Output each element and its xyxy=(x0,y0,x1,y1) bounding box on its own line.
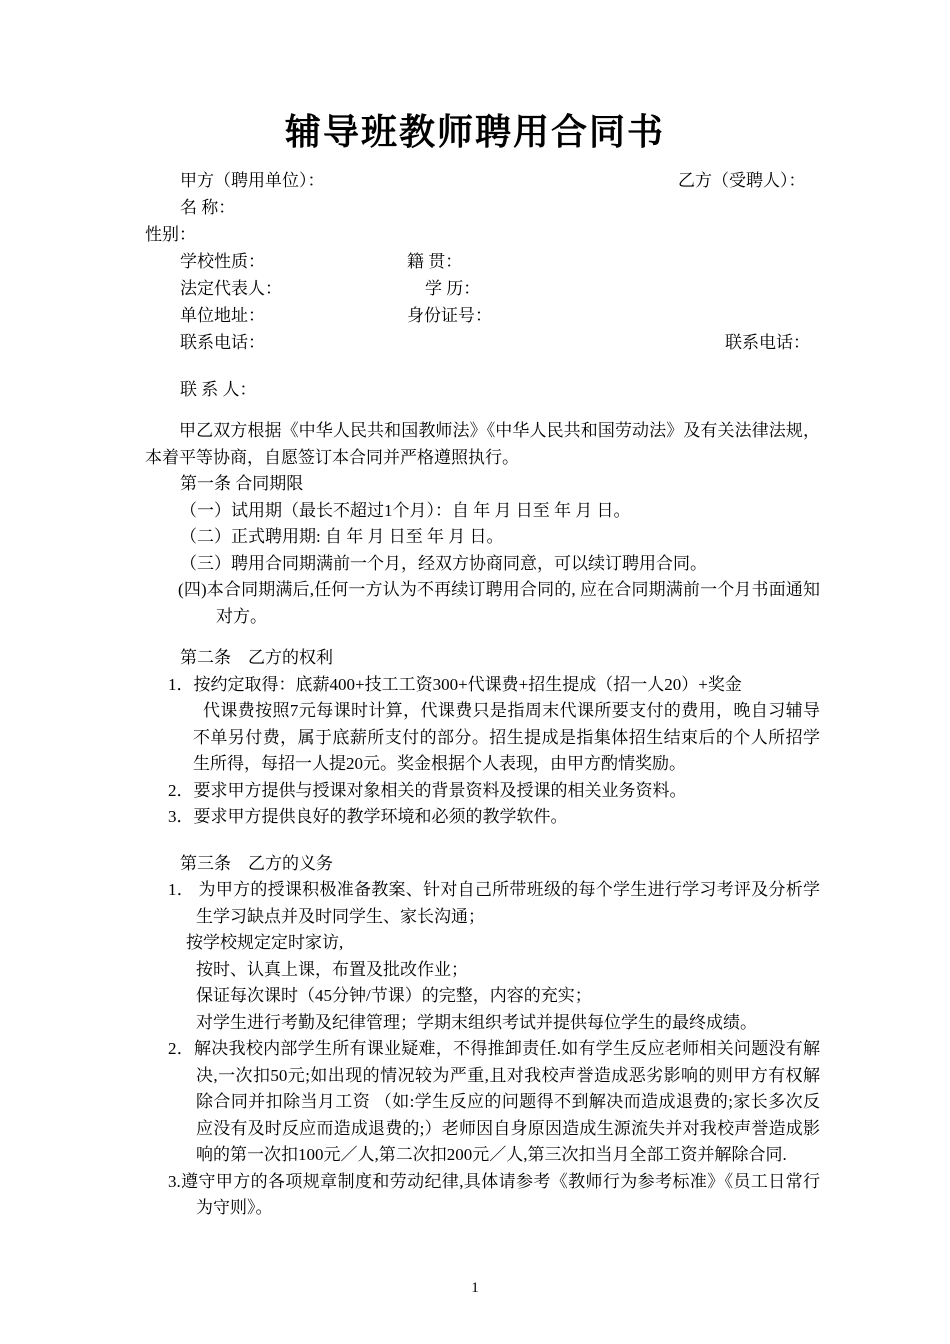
article2-item3: 3．要求甲方提供良好的教学环境和必须的教学软件。 xyxy=(168,807,568,826)
name-label: 名 称： xyxy=(180,198,236,217)
legal-representative-label: 法定代表人： xyxy=(180,279,282,298)
article3-item1: 1． 为甲方的授课积极准备教案、针对自己所带班级的每个学生进行学习考评及分析学生学习缺点并及时同学生、家长沟通； xyxy=(168,880,820,926)
preamble-paragraph: 甲乙双方根据《中华人民共和国教师法》《中华人民共和国劳动法》及有关法律法规，本着平等协商，自愿签订本合同并严格遵照执行。 xyxy=(145,421,820,467)
article2-item1: 1．按约定取得：底薪400+技工工资300+代课费+招生提成（招一人20）+奖金 xyxy=(168,674,742,694)
row-contact-person xyxy=(145,377,820,404)
id-number-label: 身份证号： xyxy=(407,306,492,325)
article3-item3: 3.遵守甲方的各项规章制度和劳动纪律,具体请参考《教师行为参考标准》《员工日常行为守则》。 xyxy=(168,1171,820,1217)
row-school-type xyxy=(145,249,820,276)
article3-heading: 第三条 乙方的义务 xyxy=(180,853,333,873)
article2-heading: 第二条 乙方的权利 xyxy=(180,648,333,667)
row-phones xyxy=(145,330,820,357)
article3-item1-sub1: 按学校规定定时家访, xyxy=(186,933,344,952)
article3-item1-sub3: 保证每次课时（45分钟/节课）的完整，内容的充实； xyxy=(196,986,592,1005)
article1-item2: （二）正式聘用期: 自 年 月 日至 年 月 日。 xyxy=(180,527,504,546)
article1-item3: （三）聘用合同期满前一个月，经双方协商同意，可以续订聘用合同。 xyxy=(180,553,707,573)
article3-item2: 2．解决我校内部学生所有课业疑难，不得推卸责任.如有学生反应老师相关问题没有解决,一次扣50元;如出现的情况较为严重,且对我校声誉造成恶劣影响的则甲方有权解除合同并扣除当月工资 （如:学生反应的问题得不到解决而造成退费的;家长多次反应没有及时反应而造成退费的;）老师因自身原因造成生源流失并对我校声誉造成影响的第一次扣100元／人,第二次扣200元／人,第三次扣当月全部工资并解除合同. xyxy=(168,1039,820,1164)
article2-item1-detail: 代课费按照7元每课时计算，代课费只是指周末代课所要支付的费用，晚自习辅导不单另付费，属于底薪所支付的部分。招生提成是指集体招生结束后的个人所招学生所得，每招一人提20元。奖金根据个人表现，由甲方酌情奖励。 xyxy=(193,701,820,773)
phone-a-label: 联系电话： xyxy=(180,333,265,352)
article3-item1-sub2: 按时、认真上课，布置及批改作业； xyxy=(196,959,468,979)
row-gender xyxy=(145,222,820,249)
party-a-label: 甲方（聘用单位）： xyxy=(180,171,325,190)
row-name xyxy=(145,195,820,222)
gender-label: 性别： xyxy=(145,225,196,244)
phone-b-label: 联系电话： xyxy=(725,333,810,352)
education-label: 学 历： xyxy=(425,279,481,298)
article3-item1-sub4: 对学生进行考勤及纪律管理；学期末组织考试并提供每位学生的最终成绩。 xyxy=(196,1012,757,1032)
school-type-label: 学校性质： xyxy=(180,252,265,271)
article1-heading: 第一条 合同期限 xyxy=(180,474,304,493)
article1-item4: (四)本合同期满后,任何一方认为不再续订聘用合同的, 应在合同期满前一个月书面通知对方。 xyxy=(178,580,820,626)
page-number: 1 xyxy=(471,1280,479,1296)
row-legal-representative xyxy=(145,276,820,303)
native-place-label: 籍 贯： xyxy=(407,252,463,271)
contact-person-label: 联 系 人： xyxy=(180,380,257,399)
article1-item1: （一）试用期（最长不超过1个月）：自 年 月 日至 年 月 日。 xyxy=(180,500,631,520)
document-title: 辅导班教师聘用合同书 xyxy=(284,112,665,152)
document-body xyxy=(0,156,950,1222)
row-address xyxy=(145,303,820,330)
article2-item2: 2．要求甲方提供与授课对象相关的背景资料及授课的相关业务资料。 xyxy=(168,780,687,800)
row-parties xyxy=(145,168,820,195)
address-label: 单位地址： xyxy=(180,306,265,325)
party-b-label: 乙方（受聘人）： xyxy=(678,171,806,190)
